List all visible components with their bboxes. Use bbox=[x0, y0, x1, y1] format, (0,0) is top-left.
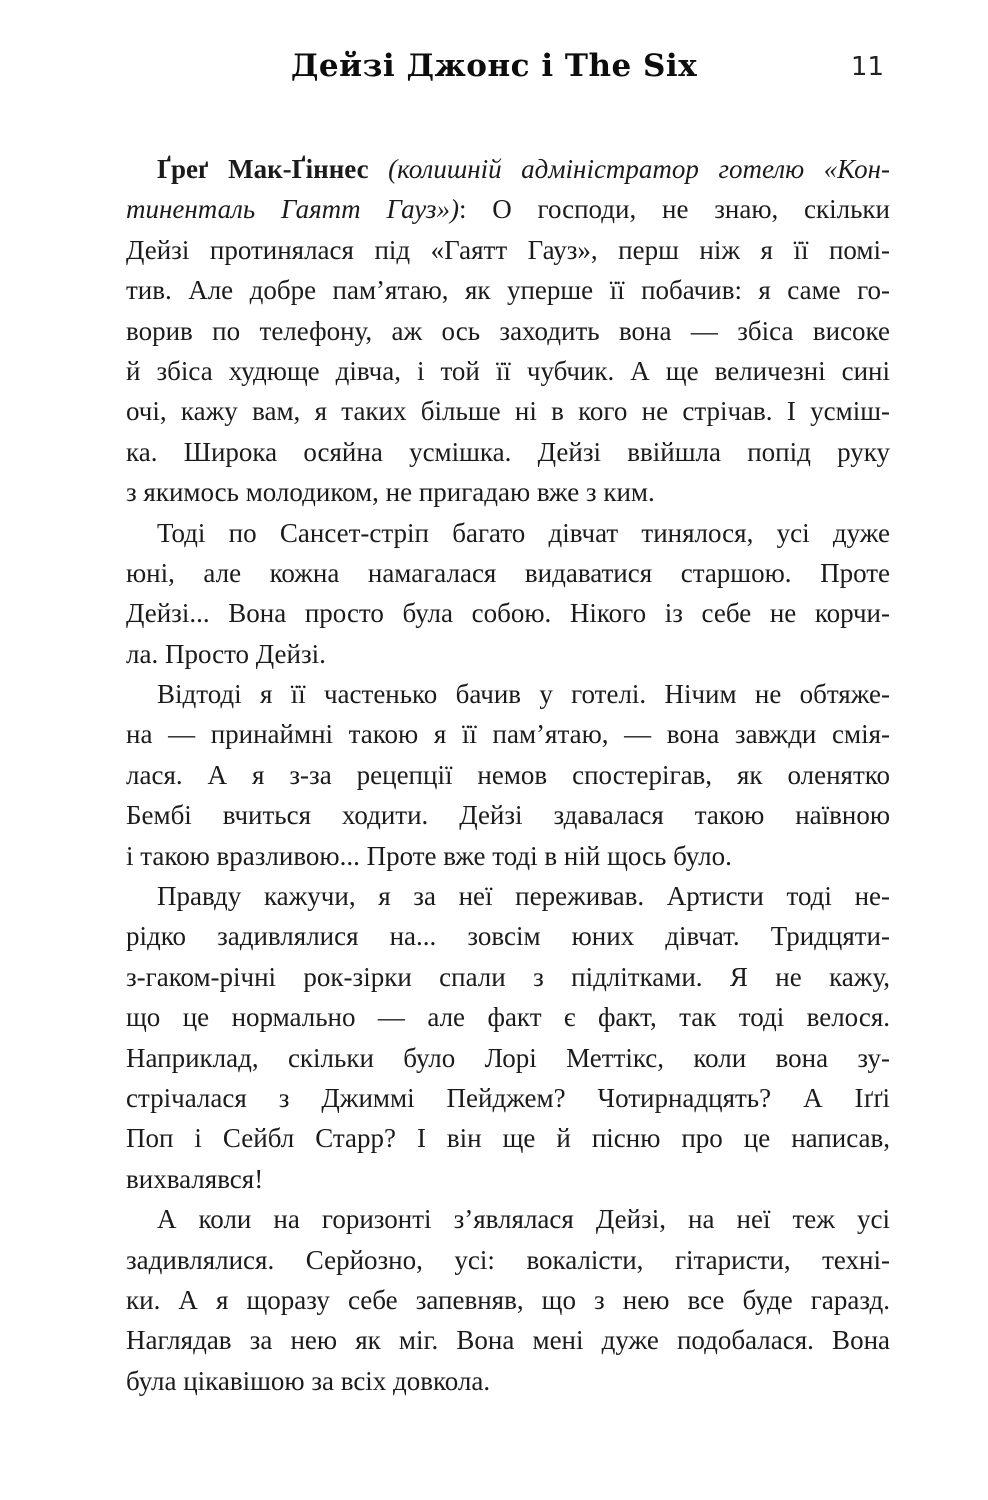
text-line bbox=[126, 593, 890, 633]
text-segment: Правду кажучи, я за неї переживав. Артисти тоді не- bbox=[157, 881, 890, 912]
body-text bbox=[126, 149, 890, 1401]
text-line bbox=[126, 553, 890, 593]
text-segment: тив. Але добре пам’ятаю, як уперше її побачив: я саме го- bbox=[126, 275, 890, 306]
paragraph bbox=[126, 149, 890, 513]
text-line bbox=[126, 270, 890, 310]
text-segment: Ґреґ Мак-Ґіннес bbox=[157, 154, 389, 184]
text-line bbox=[126, 1159, 890, 1199]
text-line bbox=[126, 1320, 890, 1360]
text-segment: задивлялися. Серйозно, усі: вокалісти, гітаристи, техні- bbox=[126, 1244, 890, 1275]
text-line bbox=[126, 513, 890, 553]
text-line bbox=[126, 674, 890, 714]
text-line bbox=[126, 1280, 890, 1320]
text-segment: Поп і Сейбл Старр? І він ще й пісню про це написав, bbox=[126, 1123, 890, 1154]
text-line bbox=[126, 230, 890, 270]
text-segment: юні, але кожна намагалася видаватися старшою. Проте bbox=[126, 557, 890, 588]
text-line bbox=[126, 755, 890, 795]
text-line bbox=[126, 634, 890, 674]
text-line bbox=[126, 1038, 890, 1078]
text-line bbox=[126, 1078, 890, 1118]
paragraph bbox=[126, 513, 890, 675]
text-segment: А коли на горизонті з’являлася Дейзі, на неї теж усі bbox=[157, 1204, 890, 1235]
text-segment: ла. Просто Дейзі. bbox=[126, 638, 326, 669]
text-segment: Бембі вчиться ходити. Дейзі здавалася такою наївною bbox=[126, 800, 890, 831]
text-line bbox=[126, 714, 890, 754]
running-header bbox=[0, 48, 988, 92]
text-line bbox=[126, 311, 890, 351]
text-segment: з якимось молодиком, не пригадаю вже з ким. bbox=[126, 477, 655, 508]
text-line bbox=[126, 1118, 890, 1158]
text-line bbox=[126, 836, 890, 876]
text-segment: (колишній адміністратор готелю «Кон- bbox=[388, 154, 890, 184]
text-line bbox=[126, 957, 890, 997]
text-line bbox=[126, 1199, 890, 1239]
text-line bbox=[126, 189, 890, 229]
text-segment: вихвалявся! bbox=[126, 1163, 264, 1194]
text-segment: рідко задивлялися на... зовсім юних дівчат. Тридцяти- bbox=[126, 921, 890, 952]
text-segment: ки. А я щоразу себе запевняв, що з нею все буде гаразд. bbox=[126, 1284, 890, 1315]
text-segment: що це нормально — але факт є факт, так тоді велося. bbox=[126, 1002, 890, 1033]
text-segment: Відтоді я її частенько бачив у готелі. Нічим не обтяже- bbox=[157, 679, 890, 710]
paragraph bbox=[126, 1199, 890, 1401]
text-segment: ка. Широка осяйна усмішка. Дейзі ввійшла попід руку bbox=[126, 436, 890, 467]
text-line bbox=[126, 149, 890, 189]
text-line bbox=[126, 997, 890, 1037]
text-line bbox=[126, 391, 890, 431]
text-line bbox=[126, 351, 890, 391]
text-segment: тиненталь Гаятт Гауз») bbox=[126, 194, 459, 225]
text-line bbox=[126, 916, 890, 956]
text-line bbox=[126, 472, 890, 512]
text-segment: й збіса худюще дівча, і той її чубчик. А ще величезні сині bbox=[126, 355, 890, 386]
book-title-header: Дейзі Джонс і The Six bbox=[290, 48, 698, 84]
text-segment: Наглядав за нею як міг. Вона мені дуже подобалася. Вона bbox=[126, 1325, 890, 1356]
text-line bbox=[126, 432, 890, 472]
text-segment: на — принаймні такою я її пам’ятаю, — вона завжди смія- bbox=[126, 719, 890, 750]
text-segment: Дейзі... Вона просто була собою. Нікого із себе не корчи- bbox=[126, 598, 890, 629]
text-segment: Дейзі протинялася під «Гаятт Гауз», перш ніж я її помі- bbox=[126, 234, 890, 265]
page-number: 11 bbox=[850, 52, 884, 82]
paragraph bbox=[126, 876, 890, 1199]
text-segment: була цікавішою за всіх довкола. bbox=[126, 1365, 491, 1396]
text-segment: : О господи, не знаю, скільки bbox=[458, 194, 890, 225]
text-segment: очі, кажу вам, я таких більше ні в кого не стрічав. І усміш- bbox=[126, 396, 890, 427]
text-segment: лася. А я з-за рецепції немов спостерігав, як оленятко bbox=[126, 759, 890, 790]
text-segment: і такою вразливою... Проте вже тоді в ній щось було. bbox=[126, 840, 732, 871]
text-segment: Тоді по Сансет-стріп багато дівчат тинялося, усі дуже bbox=[157, 517, 890, 548]
text-segment: з-гаком-річні рок-зірки спали з підлітками. Я не кажу, bbox=[126, 961, 890, 992]
text-line bbox=[126, 795, 890, 835]
text-segment: Наприклад, скільки було Лорі Меттікс, коли вона зу- bbox=[126, 1042, 890, 1073]
text-line bbox=[126, 876, 890, 916]
text-line bbox=[126, 1361, 890, 1401]
text-segment: стрічалася з Джиммі Пейджем? Чотирнадцять? А Іґґі bbox=[126, 1082, 890, 1113]
paragraph bbox=[126, 674, 890, 876]
text-segment: ворив по телефону, аж ось заходить вона — збіса високе bbox=[126, 315, 890, 346]
text-line bbox=[126, 1240, 890, 1280]
